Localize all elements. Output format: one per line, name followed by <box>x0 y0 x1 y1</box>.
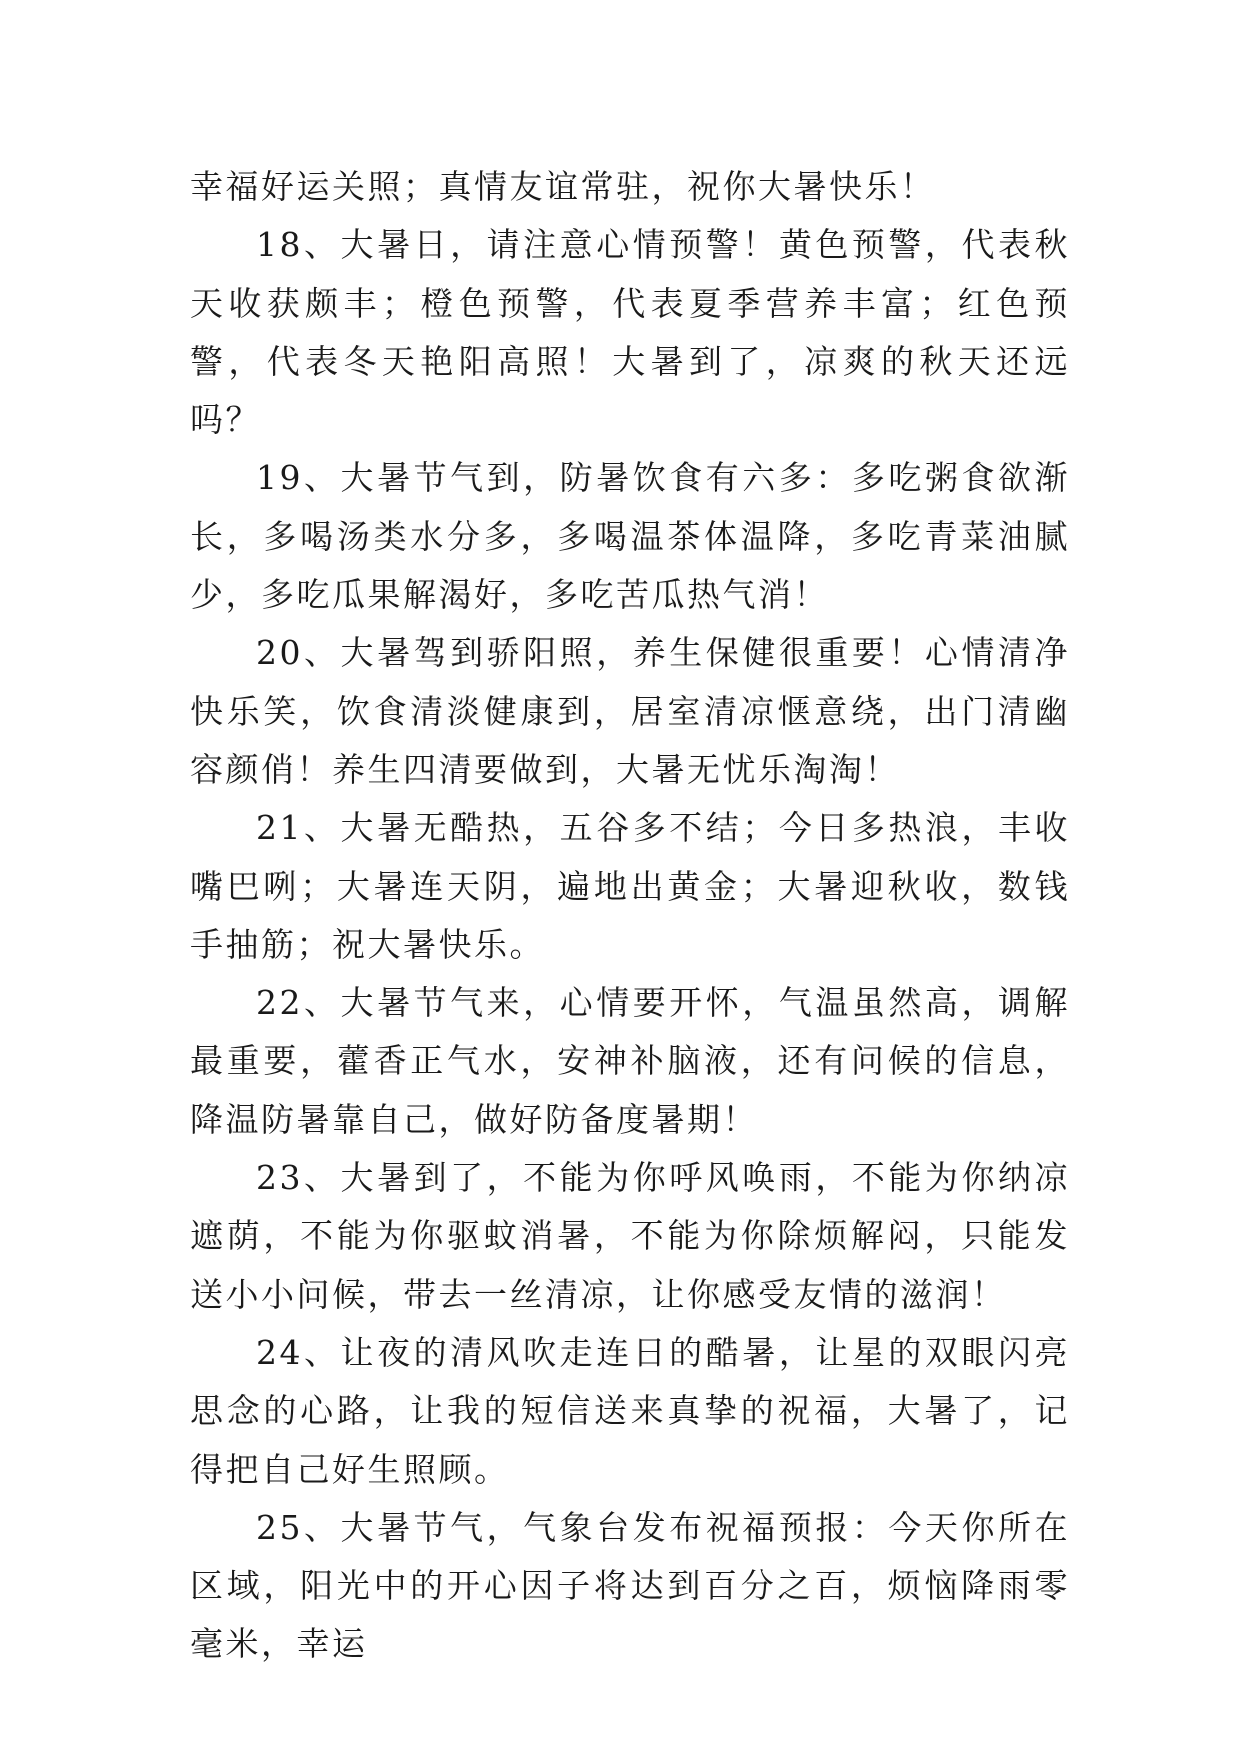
paragraph-21: 21、大暑无酷热，五谷多不结；今日多热浪，丰收嘴巴咧；大暑连天阴，遍地出黄金；大暑迎秋收，数钱手抽筋；祝大暑快乐。 <box>190 808 1070 964</box>
paragraph-22: 22、大暑节气来，心情要开怀，气温虽然高，调解最重要，藿香正气水，安神补脑液，还有问候的信息，降温防暑靠自己，做好防备度暑期！ <box>190 983 1070 1139</box>
paragraph-20: 20、大暑驾到骄阳照，养生保健很重要！心情清净快乐笑，饮食清淡健康到，居室清凉惬意绕，出门清幽容颜俏！养生四清要做到，大暑无忧乐淘淘！ <box>190 633 1070 789</box>
paragraph-continued: 幸福好运关照；真情友谊常驻，祝你大暑快乐！ <box>190 167 936 206</box>
paragraph-19: 19、大暑节气到，防暑饮食有六多：多吃粥食欲渐长，多喝汤类水分多，多喝温茶体温降，多吃青菜油腻少，多吃瓜果解渴好，多吃苦瓜热气消！ <box>190 458 1070 615</box>
paragraph-24: 24、让夜的清风吹走连日的酷暑，让星的双眼闪亮思念的心路，让我的短信送来真挚的祝福，大暑了，记得把自己好生照顾。 <box>190 1332 1070 1489</box>
paragraph-18: 18、大暑日，请注意心情预警！黄色预警，代表秋天收获颇丰；橙色预警，代表夏季营养丰富；红色预警，代表冬天艳阳高照！大暑到了，凉爽的秋天还远吗？ <box>190 225 1070 440</box>
paragraph-25: 25、大暑节气，气象台发布祝福预报：今天你所在区域，阳光中的开心因子将达到百分之百，烦恼降雨零毫米，幸运 <box>190 1507 1070 1664</box>
paragraph-23: 23、大暑到了，不能为你呼风唤雨，不能为你纳凉遮荫，不能为你驱蚊消暑，不能为你除烦解闷，只能发送小小问候，带去一丝清凉，让你感受友情的滋润！ <box>190 1158 1070 1314</box>
document-body <box>190 158 1070 1674</box>
